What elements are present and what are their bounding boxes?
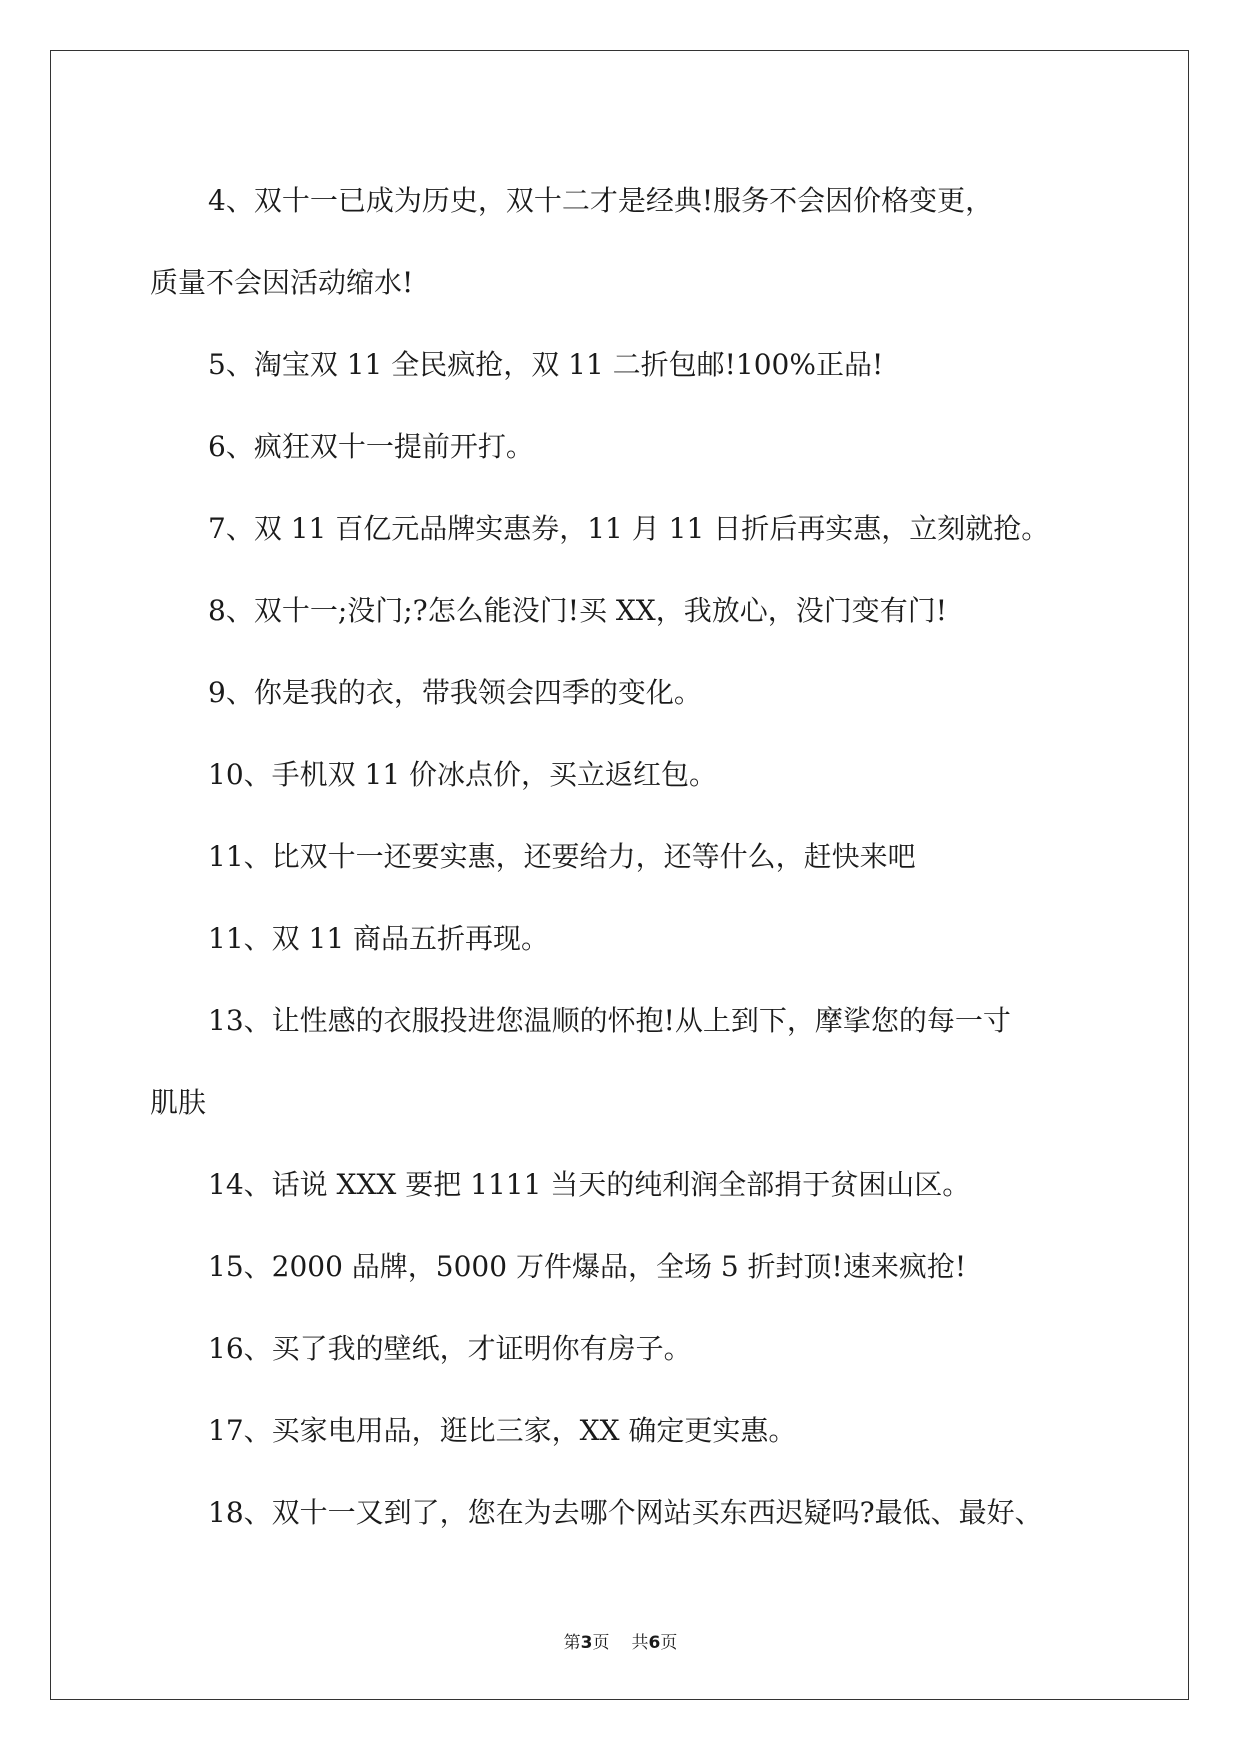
paragraph-15: 15、2000 品牌，5000 万件爆品，全场 5 折封顶!速来疯抢!: [208, 1250, 967, 1283]
page-current: 3: [580, 1633, 593, 1653]
paragraph-8: 8、双十一;没门;?怎么能没门!买 XX，我放心，没门变有门!: [208, 594, 947, 627]
page-total: 6: [648, 1633, 661, 1653]
paragraph-16: 16、买了我的壁纸，才证明你有房子。: [208, 1332, 692, 1365]
paragraph-9: 9、你是我的衣，带我领会四季的变化。: [208, 676, 702, 709]
page-prefix: 第: [563, 1633, 581, 1653]
paragraph-10: 10、手机双 11 价冰点价，买立返红包。: [208, 758, 718, 791]
document-body: [152, 160, 1112, 1554]
paragraph-5: 5、淘宝双 11 全民疯抢，双 11 二折包邮!100%正品!: [208, 348, 884, 381]
page-footer: [0, 1628, 1241, 1653]
paragraph-13: 13、让性感的衣服投进您温顺的怀抱!从上到下，摩挲您的每一寸: [208, 1004, 1011, 1037]
page-suffix: 页: [592, 1633, 610, 1653]
total-prefix: 共: [631, 1633, 649, 1653]
paragraph-13-continued: 肌肤: [150, 1086, 207, 1119]
paragraph-11a: 11、比双十一还要实惠，还要给力，还等什么，赶快来吧: [208, 840, 916, 873]
paragraph-4: 4、双十一已成为历史，双十二才是经典!服务不会因价格变更，: [208, 184, 994, 217]
paragraph-4-continued: 质量不会因活动缩水!: [150, 266, 414, 299]
paragraph-18: 18、双十一又到了，您在为去哪个网站买东西迟疑吗?最低、最好、: [208, 1496, 1043, 1529]
paragraph-6: 6、疯狂双十一提前开打。: [208, 430, 534, 463]
paragraph-7: 7、双 11 百亿元品牌实惠券，11 月 11 日折后再实惠，立刻就抢。: [208, 512, 1050, 545]
total-suffix: 页: [660, 1633, 678, 1653]
paragraph-11b: 11、双 11 商品五折再现。: [208, 922, 550, 955]
paragraph-14: 14、话说 XXX 要把 1111 当天的纯利润全部捐于贫困山区。: [208, 1168, 971, 1201]
paragraph-17: 17、买家电用品，逛比三家，XX 确定更实惠。: [208, 1414, 797, 1447]
